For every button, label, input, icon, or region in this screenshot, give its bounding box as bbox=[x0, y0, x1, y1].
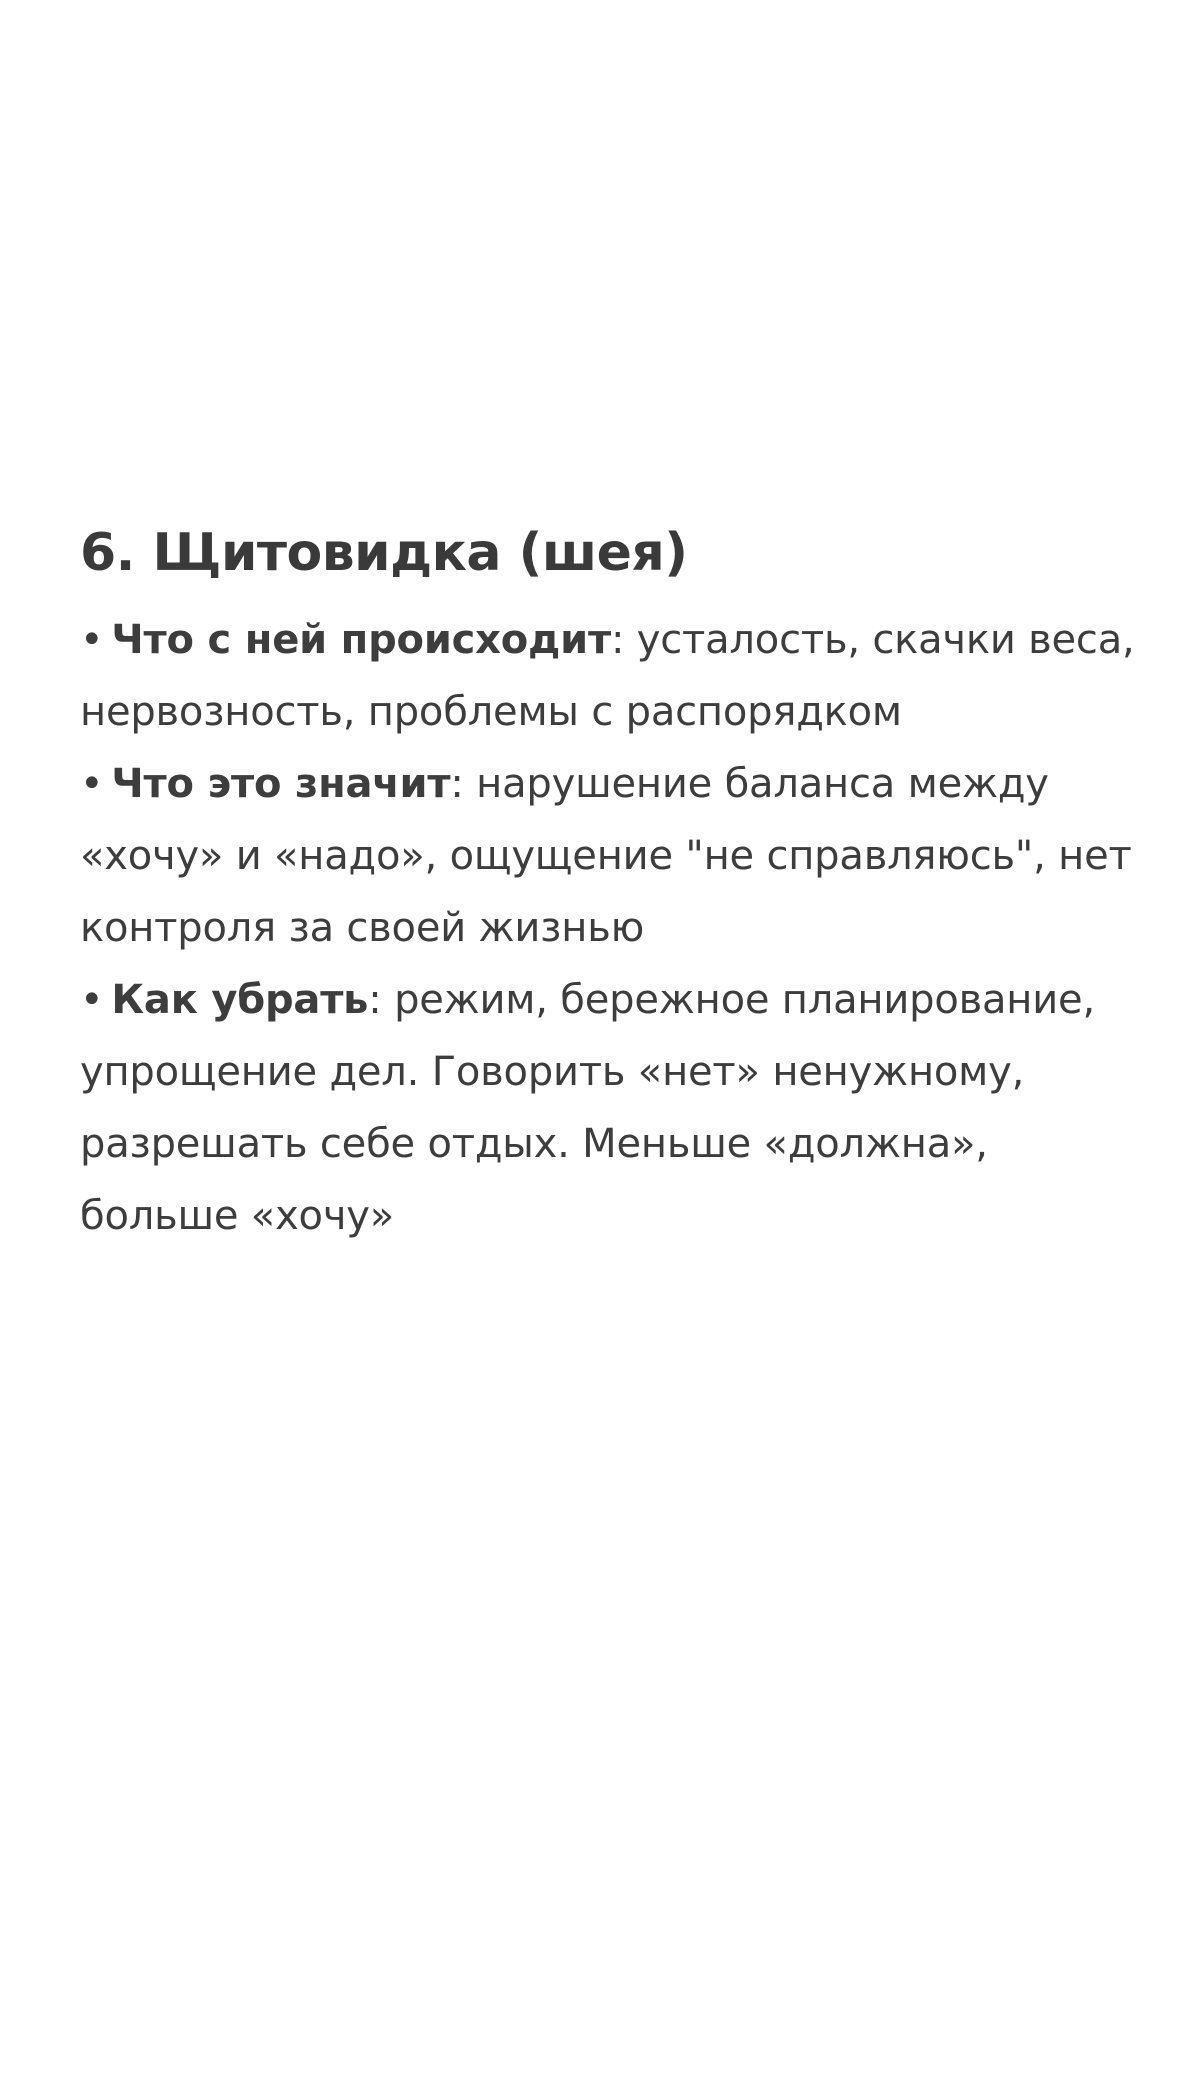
item-term: Что это значит bbox=[111, 761, 451, 808]
item-text: : усталость, скачки веса, нервозность, проблемы с распорядком bbox=[80, 617, 1135, 736]
list-item-symptoms bbox=[80, 604, 1140, 748]
item-term: Что с ней происходит bbox=[111, 617, 611, 664]
item-term: Как убрать bbox=[111, 977, 369, 1024]
item-text: : нарушение баланса между «хочу» и «надо», ощущение "не справляюсь", нет контроля за своей жизнью bbox=[80, 761, 1132, 952]
bullet-icon: • bbox=[80, 617, 104, 664]
list-item-remedy bbox=[80, 964, 1140, 1252]
bullet-icon: • bbox=[80, 761, 104, 808]
list-item-meaning bbox=[80, 748, 1140, 964]
bullet-icon: • bbox=[80, 977, 104, 1024]
item-text: : режим, бережное планирование, упрощение дел. Говорить «нет» ненужному, разрешать себе отдых. Меньше «должна», больше «хочу» bbox=[80, 977, 1095, 1240]
article-content bbox=[80, 525, 1140, 1252]
section-heading: 6. Щитовидка (шея) bbox=[80, 523, 688, 583]
